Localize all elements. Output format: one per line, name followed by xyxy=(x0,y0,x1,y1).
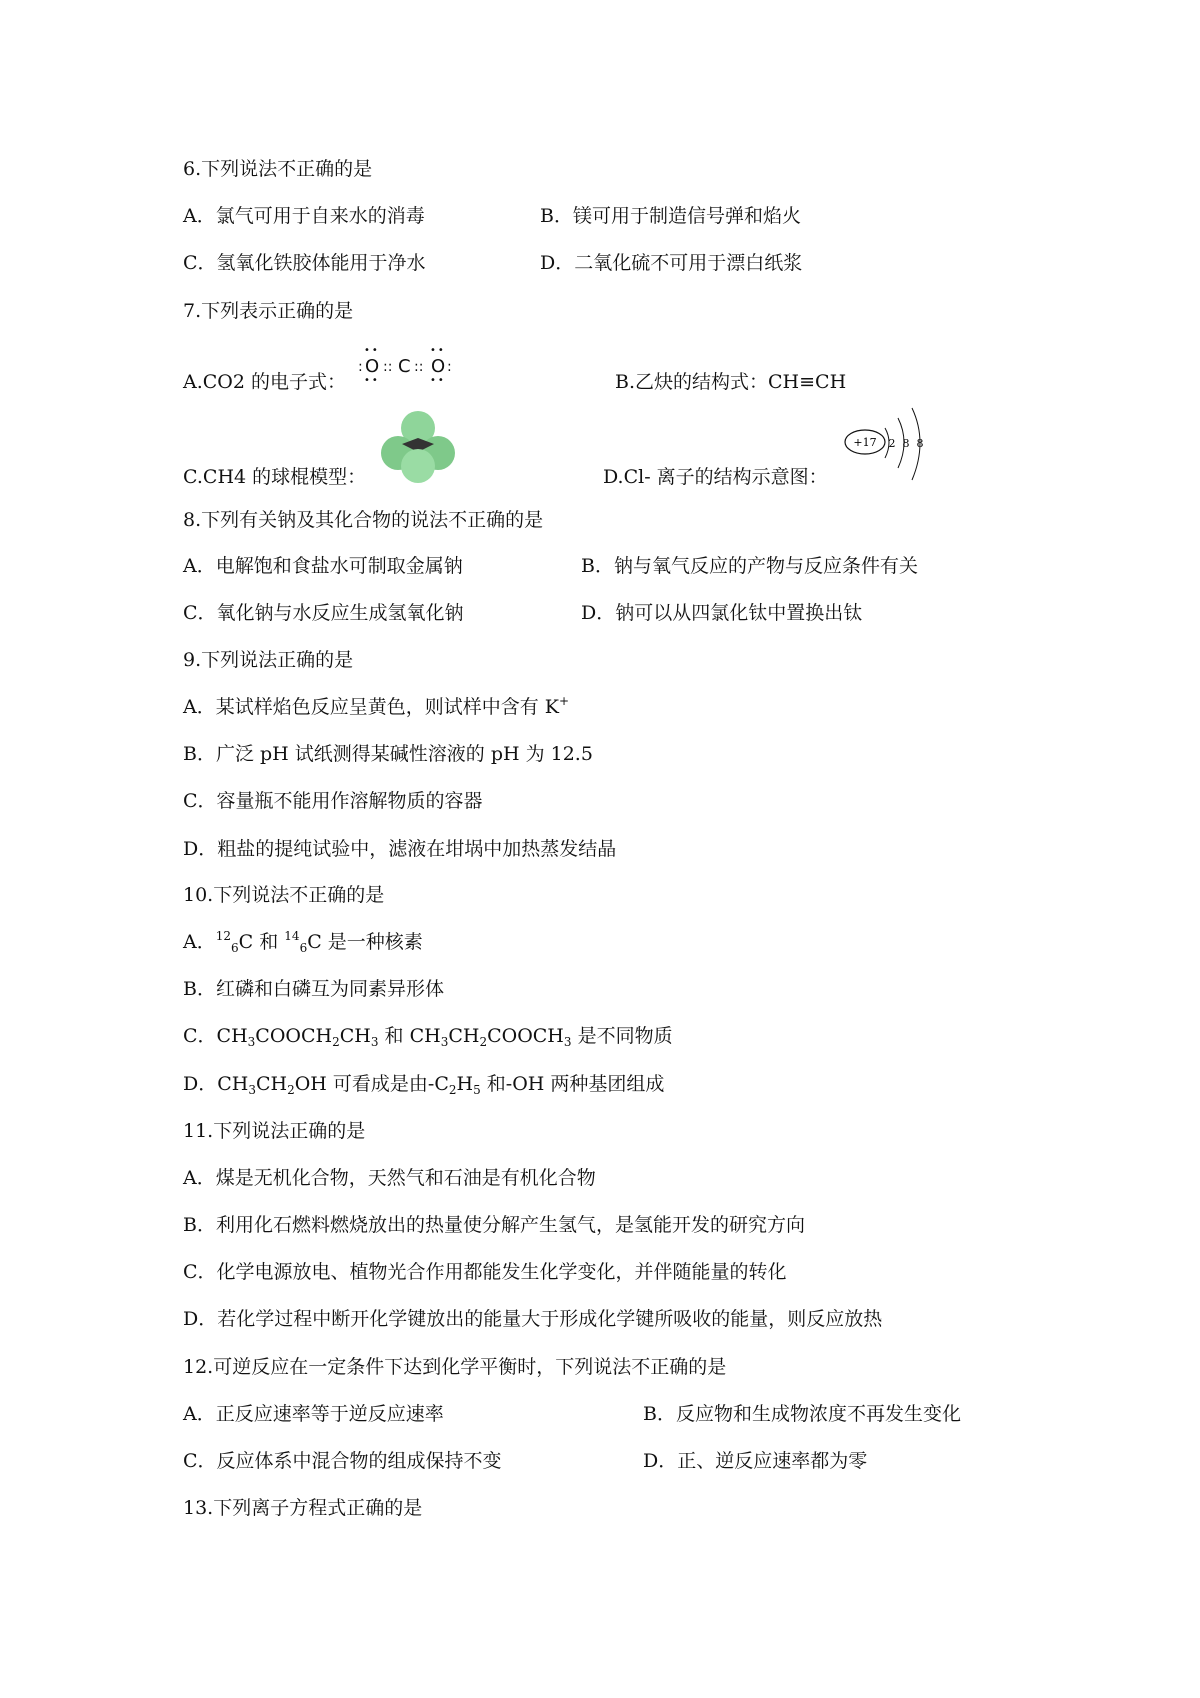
q8-option-a: A．电解饱和食盐水可制取金属钠 xyxy=(183,555,463,577)
q10-option-d: D．$CH_3CH_2OH$ 可看成是由$-C_2H_5$ 和-OH 两种基团组成 xyxy=(183,1073,665,1097)
q10-option-c: C．$CH_3COOCH_2CH_3$ 和 $CH_3CH_2COOCH_3$ 是不同物质 xyxy=(183,1025,673,1049)
question-10-stem: 10.下列说法不正确的是 xyxy=(183,884,385,906)
q7-option-b: B.乙炔的结构式：CH≡CH xyxy=(615,371,847,393)
q7-option-a: A.CO2 的电子式： xyxy=(183,371,347,393)
q9-option-d: D．粗盐的提纯试验中，滤液在坩埚中加热蒸发结晶 xyxy=(183,838,617,860)
q10-option-b: B．红磷和白磷互为同素异形体 xyxy=(183,978,444,1000)
co2-electron-formula: : •• O •• :: C :: •• O •• : xyxy=(358,345,452,386)
question-7-stem: 7.下列表示正确的是 xyxy=(183,300,354,322)
question-6-stem: 6.下列说法不正确的是 xyxy=(183,158,373,180)
q11-option-a: A．煤是无机化合物，天然气和石油是有机化合物 xyxy=(183,1167,596,1189)
shell-electrons-2: 8 xyxy=(902,437,910,450)
q9-option-c: C．容量瓶不能用作溶解物质的容器 xyxy=(183,790,483,812)
chloride-ion-structure-diagram xyxy=(840,400,940,485)
h-atom-bottom xyxy=(401,449,435,483)
question-9-stem: 9.下列说法正确的是 xyxy=(183,649,354,671)
q12-option-a: A．正反应速率等于逆反应速率 xyxy=(183,1403,444,1425)
q9-option-b: B．广泛 pH 试纸测得某碱性溶液的 pH 为 12.5 xyxy=(183,743,593,765)
q6-option-c: C．氢氧化铁胶体能用于净水 xyxy=(183,252,426,274)
question-8-stem: 8.下列有关钠及其化合物的说法不正确的是 xyxy=(183,509,544,531)
shell-electrons-1: 2 xyxy=(888,437,896,450)
q11-option-d: D．若化学过程中断开化学键放出的能量大于形成化学键所吸收的能量，则反应放热 xyxy=(183,1308,883,1330)
q11-option-b: B．利用化石燃料燃烧放出的热量使分解产生氢气，是氢能开发的研究方向 xyxy=(183,1214,805,1236)
q11-option-c: C．化学电源放电、植物光合作用都能发生化学变化，并伴随能量的转化 xyxy=(183,1261,787,1283)
q12-option-d: D．正、逆反应速率都为零 xyxy=(643,1450,868,1472)
q8-option-b: B．钠与氧气反应的产物与反应条件有关 xyxy=(581,555,918,577)
q6-option-a: A．氯气可用于自来水的消毒 xyxy=(183,205,425,227)
question-13-stem: 13.下列离子方程式正确的是 xyxy=(183,1497,423,1519)
q12-option-b: B．反应物和生成物浓度不再发生变化 xyxy=(643,1403,961,1425)
q8-option-c: C．氧化钠与水反应生成氢氧化钠 xyxy=(183,602,464,624)
methane-ball-model xyxy=(380,408,456,484)
nucleus-charge: +17 xyxy=(853,436,877,449)
q6-option-d: D．二氧化硫不可用于漂白纸浆 xyxy=(540,252,803,274)
q12-option-c: C．反应体系中混合物的组成保持不变 xyxy=(183,1450,502,1472)
q9-option-a: A．某试样焰色反应呈黄色，则试样中含有 K+ xyxy=(183,694,570,718)
q7-option-c: C.CH4 的球棍模型： xyxy=(183,466,367,488)
shell-electrons-3: 8 xyxy=(916,437,924,450)
q8-option-d: D．钠可以从四氯化钛中置换出钛 xyxy=(581,602,863,624)
q10-option-a: A．$^{12}_6$C 和 $^{14}_6$C 是一种核素 xyxy=(183,929,423,955)
q6-option-b: B．镁可用于制造信号弹和焰火 xyxy=(540,205,801,227)
q7-option-d: D.Cl- 离子的结构示意图： xyxy=(603,466,828,488)
question-12-stem: 12.可逆反应在一定条件下达到化学平衡时，下列说法不正确的是 xyxy=(183,1356,727,1378)
question-11-stem: 11.下列说法正确的是 xyxy=(183,1120,366,1142)
